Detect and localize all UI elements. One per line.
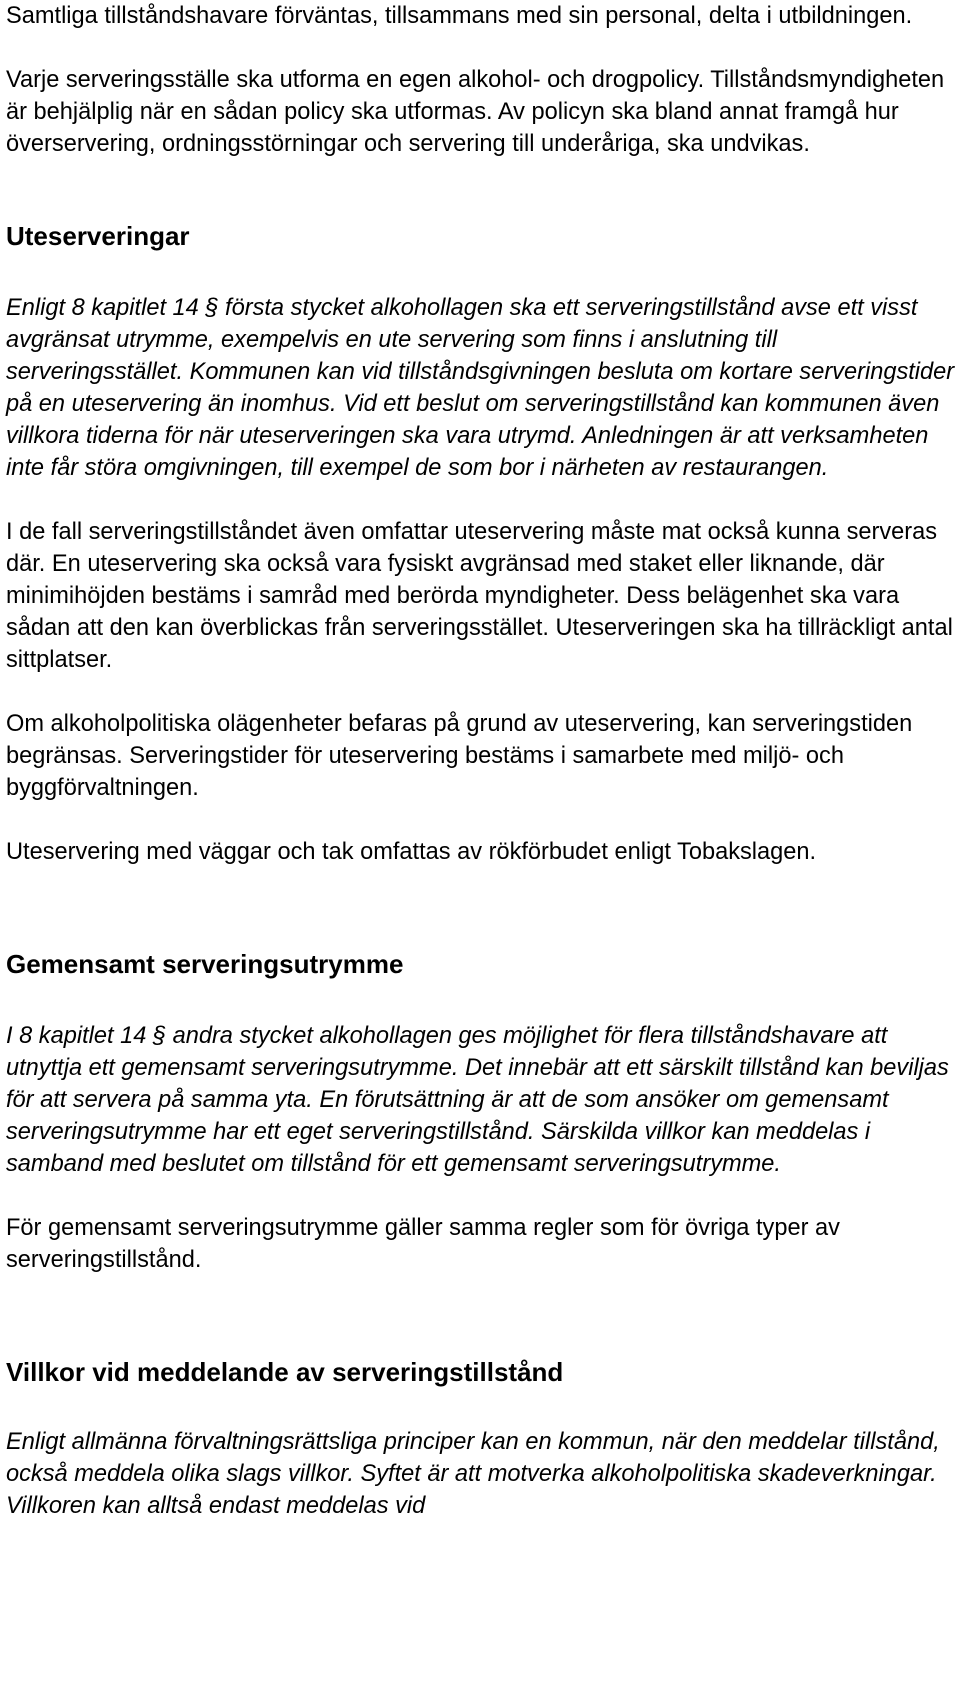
document-page bbox=[6, 0, 956, 1522]
heading-villkor: Villkor vid meddelande av serveringstillstånd bbox=[6, 1357, 564, 1387]
villkor-paragraph-1: Enligt allmänna förvaltningsrättsliga principer kan en kommun, när den meddelar tillstånd, också meddela olika slags villkor. Syftet är att motverka alkoholpolitiska skadeverkningar. Villkoren kan alltså endast meddelas vid bbox=[6, 1429, 940, 1519]
heading-uteserveringar: Uteserveringar bbox=[6, 221, 190, 251]
gemensamt-paragraph-1: I 8 kapitlet 14 § andra stycket alkohollagen ges möjlighet för flera tillståndshavare att utnyttja ett gemensamt serveringsutrymme. Det innebär att ett särskilt tillstånd kan beviljas för att servera på samma yta. En förutsättning är att de som ansöker om gemensamt serveringsutrymme har ett eget serveringstillstånd. Särskilda villkor kan meddelas i samband med beslutet om tillstånd för ett gemensamt serveringsutrymme. bbox=[6, 1023, 949, 1177]
uteserveringar-paragraph-3: Om alkoholpolitiska olägenheter befaras på grund av uteservering, kan serveringstiden begränsas. Serveringstider för uteservering bestäms i samarbete med miljö- och byggförvaltningen. bbox=[6, 711, 913, 801]
heading-gemensamt-serveringsutrymme: Gemensamt serveringsutrymme bbox=[6, 949, 404, 979]
gemensamt-paragraph-2: För gemensamt serveringsutrymme gäller samma regler som för övriga typer av serveringstillstånd. bbox=[6, 1215, 840, 1273]
uteserveringar-paragraph-1: Enligt 8 kapitlet 14 § första stycket alkohollagen ska ett serveringstillstånd avse ett visst avgränsat utrymme, exempelvis en ute servering som finns i anslutning till serveringsstället. Kommunen kan vid tillståndsgivningen besluta om kortare serveringstider på en uteservering än inomhus. Vid ett beslut om serveringstillstånd kan kommunen även villkora tiderna för när uteserveringen ska vara utrymd. Anledningen är att verksamheten inte får störa omgivningen, till exempel de som bor i närheten av restaurangen. bbox=[6, 295, 955, 481]
intro-paragraph-2: Varje serveringsställe ska utforma en egen alkohol- och drogpolicy. Tillståndsmyndigheten är behjälplig när en sådan policy ska utformas. Av policyn ska bland annat framgå hur överservering, ordningsstörningar och servering till underåriga, ska undvikas. bbox=[6, 67, 945, 157]
uteserveringar-paragraph-4: Uteservering med väggar och tak omfattas av rökförbudet enligt Tobakslagen. bbox=[6, 839, 817, 865]
uteserveringar-paragraph-2: I de fall serveringstillståndet även omfattar uteservering måste mat också kunna serveras där. En uteservering ska också vara fysiskt avgränsad med staket eller liknande, där minimihöjden bestäms i samråd med berörda myndigheter. Dess belägenhet ska vara sådan att den kan överblickas från serveringsstället. Uteserveringen ska ha tillräckligt antal sittplatser. bbox=[6, 519, 953, 673]
intro-paragraph-1: Samtliga tillståndshavare förväntas, tillsammans med sin personal, delta i utbildningen. bbox=[6, 3, 913, 29]
